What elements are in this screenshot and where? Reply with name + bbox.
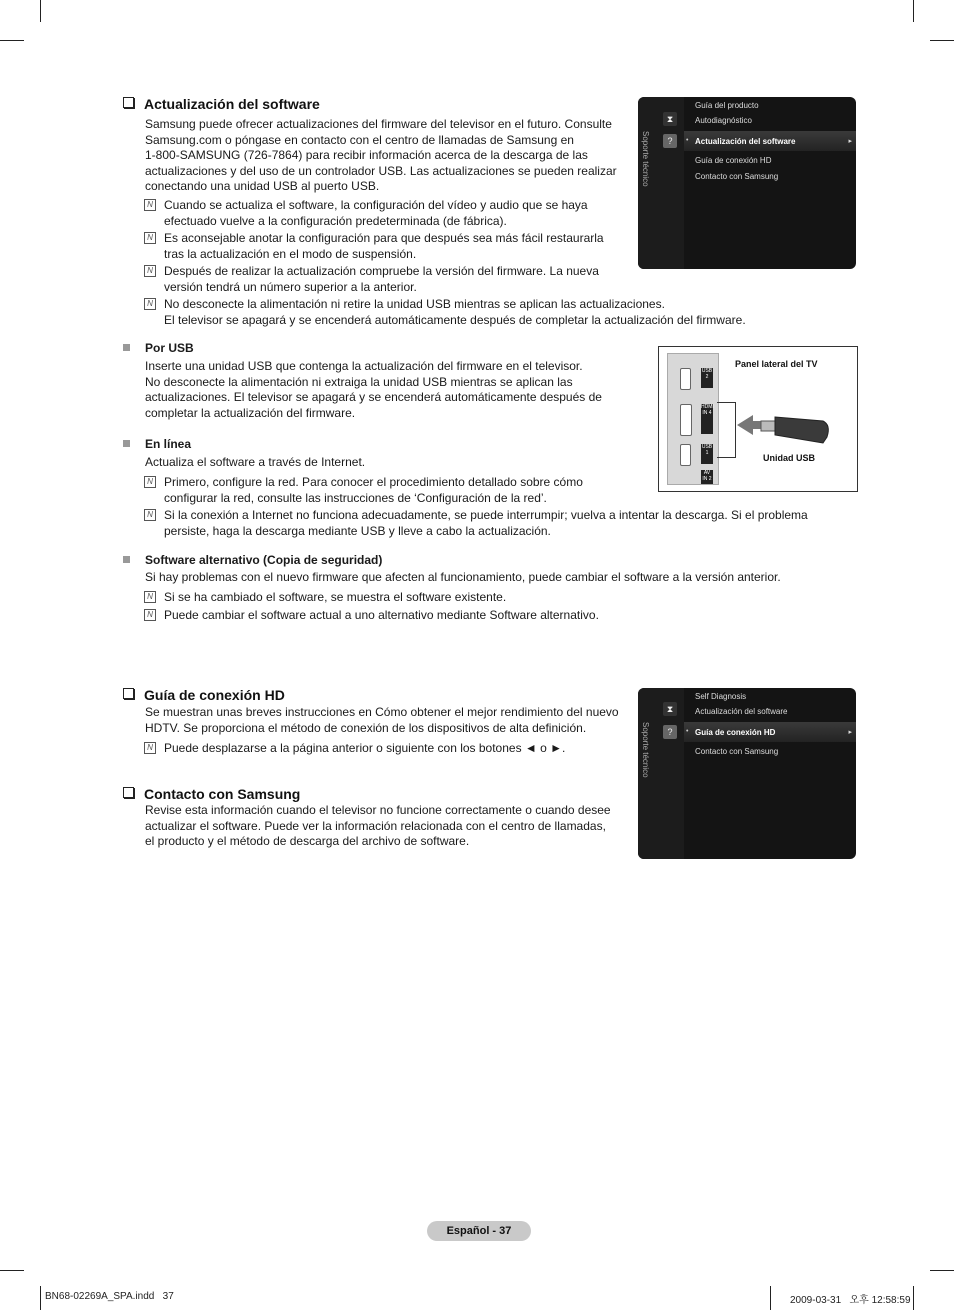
crop-mark (0, 1270, 24, 1271)
menu-item[interactable]: Contacto con Samsung (695, 172, 779, 181)
menu-item-selected[interactable]: Actualización del software (695, 137, 796, 146)
tv-menu-support (638, 97, 856, 269)
note-icon: N (144, 232, 156, 244)
panel-label: Panel lateral del TV (735, 359, 818, 369)
square-bullet-icon (123, 344, 130, 351)
note: N Después de realizar la actualización compruebe la versión del firmware. La nueva versión tendrá un número superior a la anterior. (164, 264, 634, 295)
usb-drive-body (775, 417, 828, 443)
tv-menu-support-hd (638, 688, 856, 859)
port-label: USB 2 (701, 368, 713, 388)
arrow-right-icon: ▸ (848, 138, 852, 145)
crop-mark (40, 1286, 41, 1310)
page-number-badge: Español - 37 (427, 1221, 531, 1241)
online-text: Actualiza el software a través de Internet. (145, 455, 366, 469)
menu-item[interactable]: Contacto con Samsung (695, 747, 779, 756)
note: N Cuando se actualiza el software, la configuración del vídeo y audio que se haya efectuado vuelve a la configuración predeterminada (de fábrica). (164, 198, 634, 229)
menu-item[interactable]: Actualización del software (695, 707, 788, 716)
port-label: HDMI IN 4 (701, 404, 713, 434)
checkbox-bullet-icon (123, 97, 134, 108)
bullet-icon: • (686, 137, 689, 144)
usb-port (680, 444, 691, 466)
hdmi-port (680, 404, 692, 436)
usb-drive-label: Unidad USB (763, 453, 816, 463)
timestamp: 2009-03-31 오후 12:58:59 (790, 1295, 911, 1306)
note-icon: N (144, 199, 156, 211)
note: N No desconecte la alimentación ni retire la unidad USB mientras se aplican las actualizaciones. El televisor se apagará y se encenderá automáticamente después de completar la actualización del firmware. (164, 297, 854, 328)
contact-text: Revise esta información cuando el televisor no funcione correctamente o cuando desee actualizar el software. Puede ver la información relacionada con el centro de llamadas, el producto y el método de descarga del archivo de software. (145, 803, 611, 848)
note: N Puede cambiar el software actual a uno alternativo mediante Software alternativo. (164, 608, 764, 624)
hd-guide-text: Se muestran unas breves instrucciones en Cómo obtener el mejor rendimiento del nuevo HDTV. Se proporciona el método de conexión de los dispositivos de alta definición. (145, 705, 619, 735)
menu-item[interactable]: Autodiagnóstico (695, 116, 752, 125)
connector-bracket (717, 402, 736, 458)
usb-drive-illustration (735, 407, 835, 453)
subheading-online: En línea (145, 437, 191, 451)
section-title-hd-guide: Guía de conexión HD (123, 687, 285, 703)
note-icon: N (144, 591, 156, 603)
subheading-usb: Por USB (145, 341, 194, 355)
arrow-right-icon: ▸ (848, 729, 852, 736)
note-icon: N (144, 265, 156, 277)
note: N Si se ha cambiado el software, se muestra el software existente. (164, 590, 764, 606)
crop-mark (913, 1286, 914, 1310)
crop-mark (930, 40, 954, 41)
note-icon: N (144, 509, 156, 521)
note-icon: N (144, 476, 156, 488)
software-update-intro: Samsung puede ofrecer actualizaciones del firmware del televisor en el futuro. Consulte Samsung.com o póngase en contacto con el centro de llamadas de Samsung en 1-800-SAMSUNG (726-7864) para recibir información acerca de la descarga de las actualizaciones y del uso de un controlador USB. Las actualizaciones se pueden realizar conectando una unidad USB al puerto USB. (145, 117, 617, 193)
crop-mark (913, 0, 914, 22)
note: N Puede desplazarse a la página anterior o siguiente con los botones ◄ o ►. (164, 741, 634, 757)
menu-item[interactable]: Guía de conexión HD (695, 156, 772, 165)
square-bullet-icon (123, 556, 130, 563)
checkbox-bullet-icon (123, 688, 134, 699)
help-icon: ? (663, 134, 677, 148)
note-icon: N (144, 742, 156, 754)
subheading-alternative-software: Software alternativo (Copia de seguridad) (145, 553, 382, 567)
note: N Primero, configure la red. Para conocer el procedimiento detallado sobre cómo configurar la red, consulte las instrucciones de ‘Configuración de la red’. (164, 475, 644, 506)
usb-port (680, 368, 691, 390)
section-title-software-update: Actualización del software (123, 96, 320, 112)
menu-item[interactable]: Guía del producto (695, 101, 759, 110)
tv-side-panel (667, 353, 719, 485)
alternative-text: Si hay problemas con el nuevo firmware que afecten al funcionamiento, puede cambiar el software a la versión anterior. (145, 570, 781, 584)
help-icon: ? (663, 725, 677, 739)
menu-item[interactable]: Self Diagnosis (695, 692, 747, 701)
note: N Si la conexión a Internet no funciona adecuadamente, se puede interrumpir; vuelva a intentar la descarga. Si el problema persiste, haga la descarga mediante USB y lleve a cabo la actualización. (164, 508, 854, 539)
crop-mark (770, 1286, 771, 1310)
crop-mark (0, 40, 24, 41)
note-icon: N (144, 298, 156, 310)
note-icon: N (144, 609, 156, 621)
section-title-contact-samsung: Contacto con Samsung (123, 786, 300, 802)
port-label: AV IN 2 (702, 470, 712, 482)
menu-item-selected[interactable]: Guía de conexión HD (695, 728, 776, 737)
file-name: BN68-02269A_SPA.indd 37 (45, 1291, 174, 1302)
note: N Es aconsejable anotar la configuración para que después sea más fácil restaurarla tras la actualización en el modo de suspensión. (164, 231, 634, 262)
checkbox-bullet-icon (123, 787, 134, 798)
crop-mark (40, 0, 41, 22)
menu-vertical-label: Soporte técnico (641, 131, 650, 187)
usb-figure (658, 346, 858, 492)
hourglass-icon: ⧗ (663, 702, 677, 716)
usb-text: Inserte una unidad USB que contenga la actualización del firmware en el televisor. No desconecte la alimentación ni extraiga la unidad USB mientras se aplican las actualizaciones. El televisor se apagará y se encenderá automáticamente después de completar la actualización del firmware. (145, 359, 602, 420)
bullet-icon: • (686, 728, 689, 735)
hourglass-icon: ⧗ (663, 112, 677, 126)
usb-plug (761, 421, 775, 431)
menu-vertical-label: Soporte técnico (641, 722, 650, 778)
square-bullet-icon (123, 440, 130, 447)
crop-mark (930, 1270, 954, 1271)
port-label: USB 1 (701, 444, 713, 464)
